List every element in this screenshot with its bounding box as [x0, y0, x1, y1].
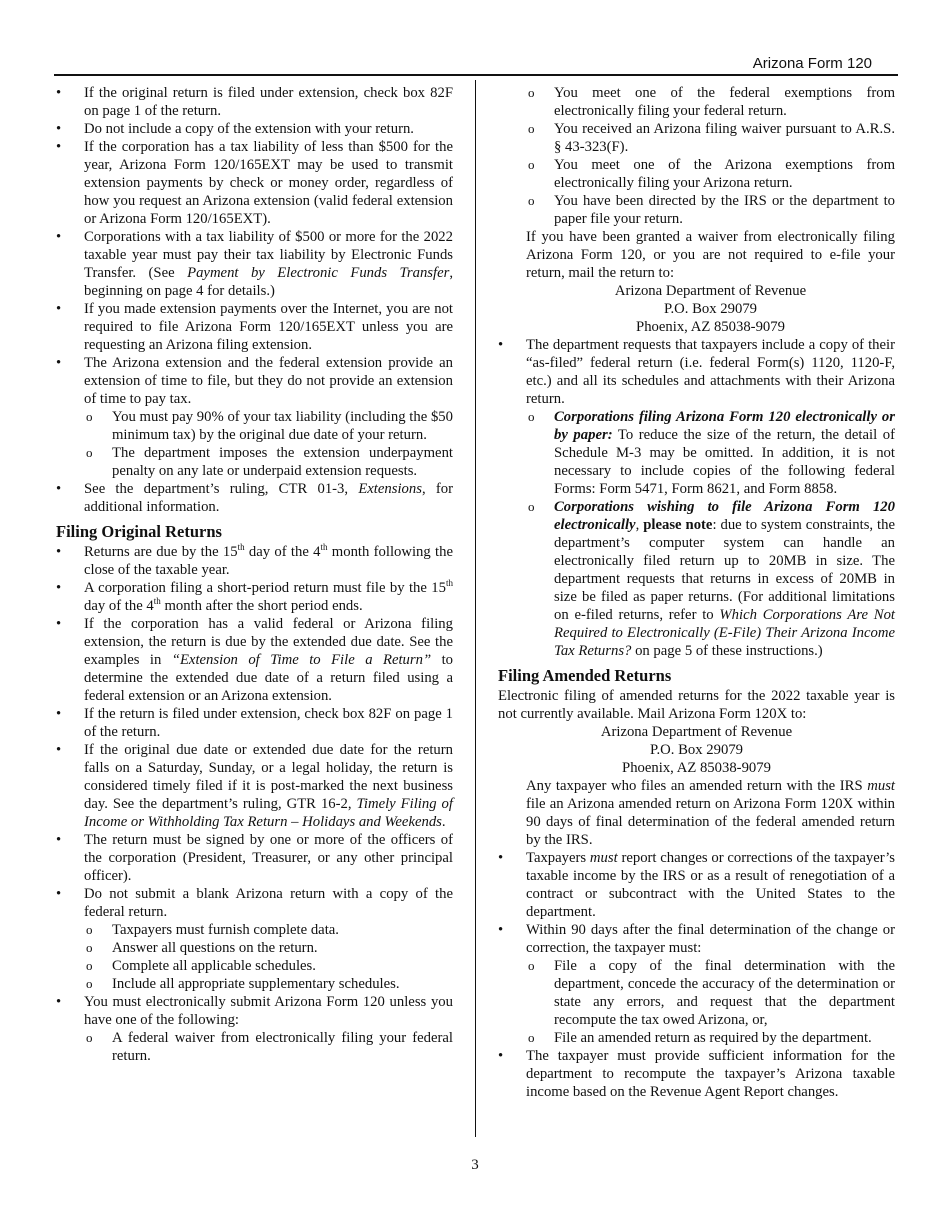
sub-list-item: o File an amended return as required by the department. — [526, 1029, 895, 1047]
list-item: • The taxpayer must provide sufficient information for the department to recompute the taxpayer’s Arizona taxable income based on the Revenue Agent Report changes. — [498, 1047, 895, 1101]
list-item: • Do not include a copy of the extension with your return. — [56, 120, 453, 138]
filing-original-list — [56, 543, 453, 1065]
amended-list — [498, 777, 895, 1101]
extension-list — [56, 84, 453, 516]
amended-intro: Electronic filing of amended returns for the 2022 taxable year is not currently available. Mail Arizona Form 120X to: — [498, 688, 895, 722]
column-divider — [475, 80, 476, 1137]
list-item: • The department requests that taxpayers include a copy of their “as-filed” federal return (i.e. federal Form(s) 1120, 1120-F, etc.) and all its schedules and attachments with their Arizona return. o Corporations filing Arizona Form 120 electronically or by paper: To reduce the size of the return, the detail of Schedule M-3 may be omitted. In addition, it is not necessary to include copies of the following federal Forms: Form 5471, Form 8621, and Form 8858. o Corporations wishing to file Arizona Form 120 electronically, please note: due to system constraints, the department’s computer system can handle an electronically filed return up to 20MB in size. The department requests that returns in excess of 20MB in size be filed as paper returns. (For additional limitations on e-filed returns, refer to Which Corporations Are Not Required to Electronically (E-File) Their Arizona Income Tax Returns? on page 5 of these instructions.) — [498, 336, 895, 660]
mailing-address: Arizona Department of Revenue P.O. Box 29079 Phoenix, AZ 85038-9079 — [614, 283, 807, 335]
sub-list — [84, 921, 453, 993]
list-item: If you have been granted a waiver from electronically filing Arizona Form 120, or you are not required to e-file your return, mail the return to: Arizona Department of Revenue P.O. Box 29079 Phoenix, AZ 85038-9079 — [526, 229, 895, 335]
filing-amended-heading: Filing Amended Returns — [498, 666, 672, 685]
list-item: • The return must be signed by one or more of the officers of the corporation (President, Treasurer, or any other principal officer). — [56, 831, 453, 885]
list-item: • Within 90 days after the final determination of the change or correction, the taxpayer must: o File a copy of the final determination with the department, concede the accuracy of the determination or state any errors, and request that the department recompute the tax owed Arizona, or, o File an amended return as required by the department. — [498, 921, 895, 1047]
sub-list — [84, 408, 453, 480]
sub-list-item: o You meet one of the federal exemptions from electronically filing your federal return. — [526, 84, 895, 120]
sub-list — [526, 408, 895, 660]
list-item: • If the original return is filed under extension, check box 82F on page 1 of the return. — [56, 84, 453, 120]
list-item: • If the original due date or extended due date for the return falls on a Saturday, Sunday, or a legal holiday, the return is considered timely filed if it is post-marked the next business day. See the department’s ruling, GTR 16-2, Timely Filing of Income or Withholding Tax Return – Holidays and Weekends. — [56, 741, 453, 831]
list-item: • See the department’s ruling, CTR 01-3, Extensions, for additional information. — [56, 480, 453, 516]
list-item: • If the corporation has a valid federal or Arizona filing extension, the return is due by the extended due date. See the examples in “Extension of Time to File a Return” to determine the extended due date of a return filed using a federal extension or an Arizona extension. — [56, 615, 453, 705]
sub-list-item: o Answer all questions on the return. — [84, 939, 453, 957]
sub-list-item: o Include all appropriate supplementary schedules. — [84, 975, 453, 993]
sub-list — [526, 957, 895, 1047]
list-item — [498, 84, 895, 228]
sub-list-item: o Complete all applicable schedules. — [84, 957, 453, 975]
continued-list — [498, 84, 895, 228]
sub-list — [84, 1029, 453, 1065]
sub-list-item: o A federal waiver from electronically filing your federal return. — [84, 1029, 453, 1065]
header-rule — [54, 74, 898, 76]
list-item: • You must electronically submit Arizona Form 120 unless you have one of the following: o A federal waiver from electronically filing your federal return. — [56, 993, 453, 1065]
waiver-list — [498, 228, 895, 660]
sub-list-item: o You received an Arizona filing waiver pursuant to A.R.S. § 43-323(F). — [526, 120, 895, 156]
sub-list-item: o Taxpayers must furnish complete data. — [84, 921, 453, 939]
list-item: • Corporations with a tax liability of $500 or more for the 2022 taxable year must pay their tax liability by Electronic Funds Transfer. (See Payment by Electronic Funds Transfer, beginning on page 4 for details.) — [56, 228, 453, 300]
form-title: Arizona Form 120 — [752, 55, 872, 72]
list-item: • If the return is filed under extension, check box 82F on page 1 of the return. — [56, 705, 453, 741]
sub-list-item: o You meet one of the Arizona exemptions from electronically filing your Arizona return. — [526, 156, 895, 192]
mailing-address: Arizona Department of Revenue P.O. Box 29079 Phoenix, AZ 85038-9079 — [600, 724, 793, 776]
list-item: • If the corporation has a tax liability of less than $500 for the year, Arizona Form 120/165EXT may be used to transmit extension payments by check or money order, regardless of how you request an Arizona extension (valid federal extension or Arizona Form 120/165EXT). — [56, 138, 453, 228]
list-item: • A corporation filing a short-period return must file by the 15th day of the 4th month after the short period ends. — [56, 579, 453, 615]
list-item: • Taxpayers must report changes or corrections of the taxpayer’s taxable income by the IRS or as a result of renegotiation of a contract or subcontract with the United States to the department. — [498, 849, 895, 921]
sub-list-item: o File a copy of the final determination with the department, concede the accuracy of the determination or state any errors, and request that the department recompute the tax owed Arizona, or, — [526, 957, 895, 1029]
list-item: Any taxpayer who files an amended return with the IRS must file an Arizona amended return on Arizona Form 120X within 90 days of final determination of the federal amended return by the IRS. — [526, 778, 895, 848]
list-item: • If you made extension payments over the Internet, you are not required to file Arizona Form 120/165EXT unless you are requesting an Arizona filing extension. — [56, 300, 453, 354]
filing-original-heading: Filing Original Returns — [56, 522, 222, 541]
list-item: • Do not submit a blank Arizona return with a copy of the federal return. o Taxpayers must furnish complete data. o Answer all questions on the return. o Complete all applicable schedules. o Include all appropriate supplementary schedules. — [56, 885, 453, 993]
page-number: 3 — [471, 1157, 479, 1173]
right-column — [498, 84, 895, 1101]
list-item: • The Arizona extension and the federal extension provide an extension of time to file, but they do not provide an extension of time to pay tax. o You must pay 90% of your tax liability (including the $50 minimum tax) by the original due date of your return. o The department imposes the extension underpayment penalty on any late or underpaid extension requests. — [56, 354, 453, 480]
left-column — [56, 84, 453, 1065]
sub-list-item: o Corporations wishing to file Arizona Form 120 electronically, please note: due to system constraints, the department’s computer system can handle an electronically filed return up to 20MB in size. The department requests that returns in excess of 20MB in size be filed as paper returns. (For additional limitations on e-filed returns, refer to Which Corporations Are Not Required to Electronically (E-File) Their Arizona Income Tax Returns? on page 5 of these instructions.) — [526, 498, 895, 660]
sub-list-item: o You must pay 90% of your tax liability (including the $50 minimum tax) by the original due date of your return. — [84, 408, 453, 444]
sub-list-item: o You have been directed by the IRS or the department to paper file your return. — [526, 192, 895, 228]
sub-list-item: o The department imposes the extension underpayment penalty on any late or underpaid extension requests. — [84, 444, 453, 480]
list-item: • Returns are due by the 15th day of the 4th month following the close of the taxable year. — [56, 543, 453, 579]
sub-list — [498, 84, 895, 228]
sub-list-item: o Corporations filing Arizona Form 120 electronically or by paper: To reduce the size of the return, the detail of Schedule M-3 may be omitted. In addition, it is not necessary to include copies of the following federal Forms: Form 5471, Form 8621, and Form 8858. — [526, 408, 895, 498]
